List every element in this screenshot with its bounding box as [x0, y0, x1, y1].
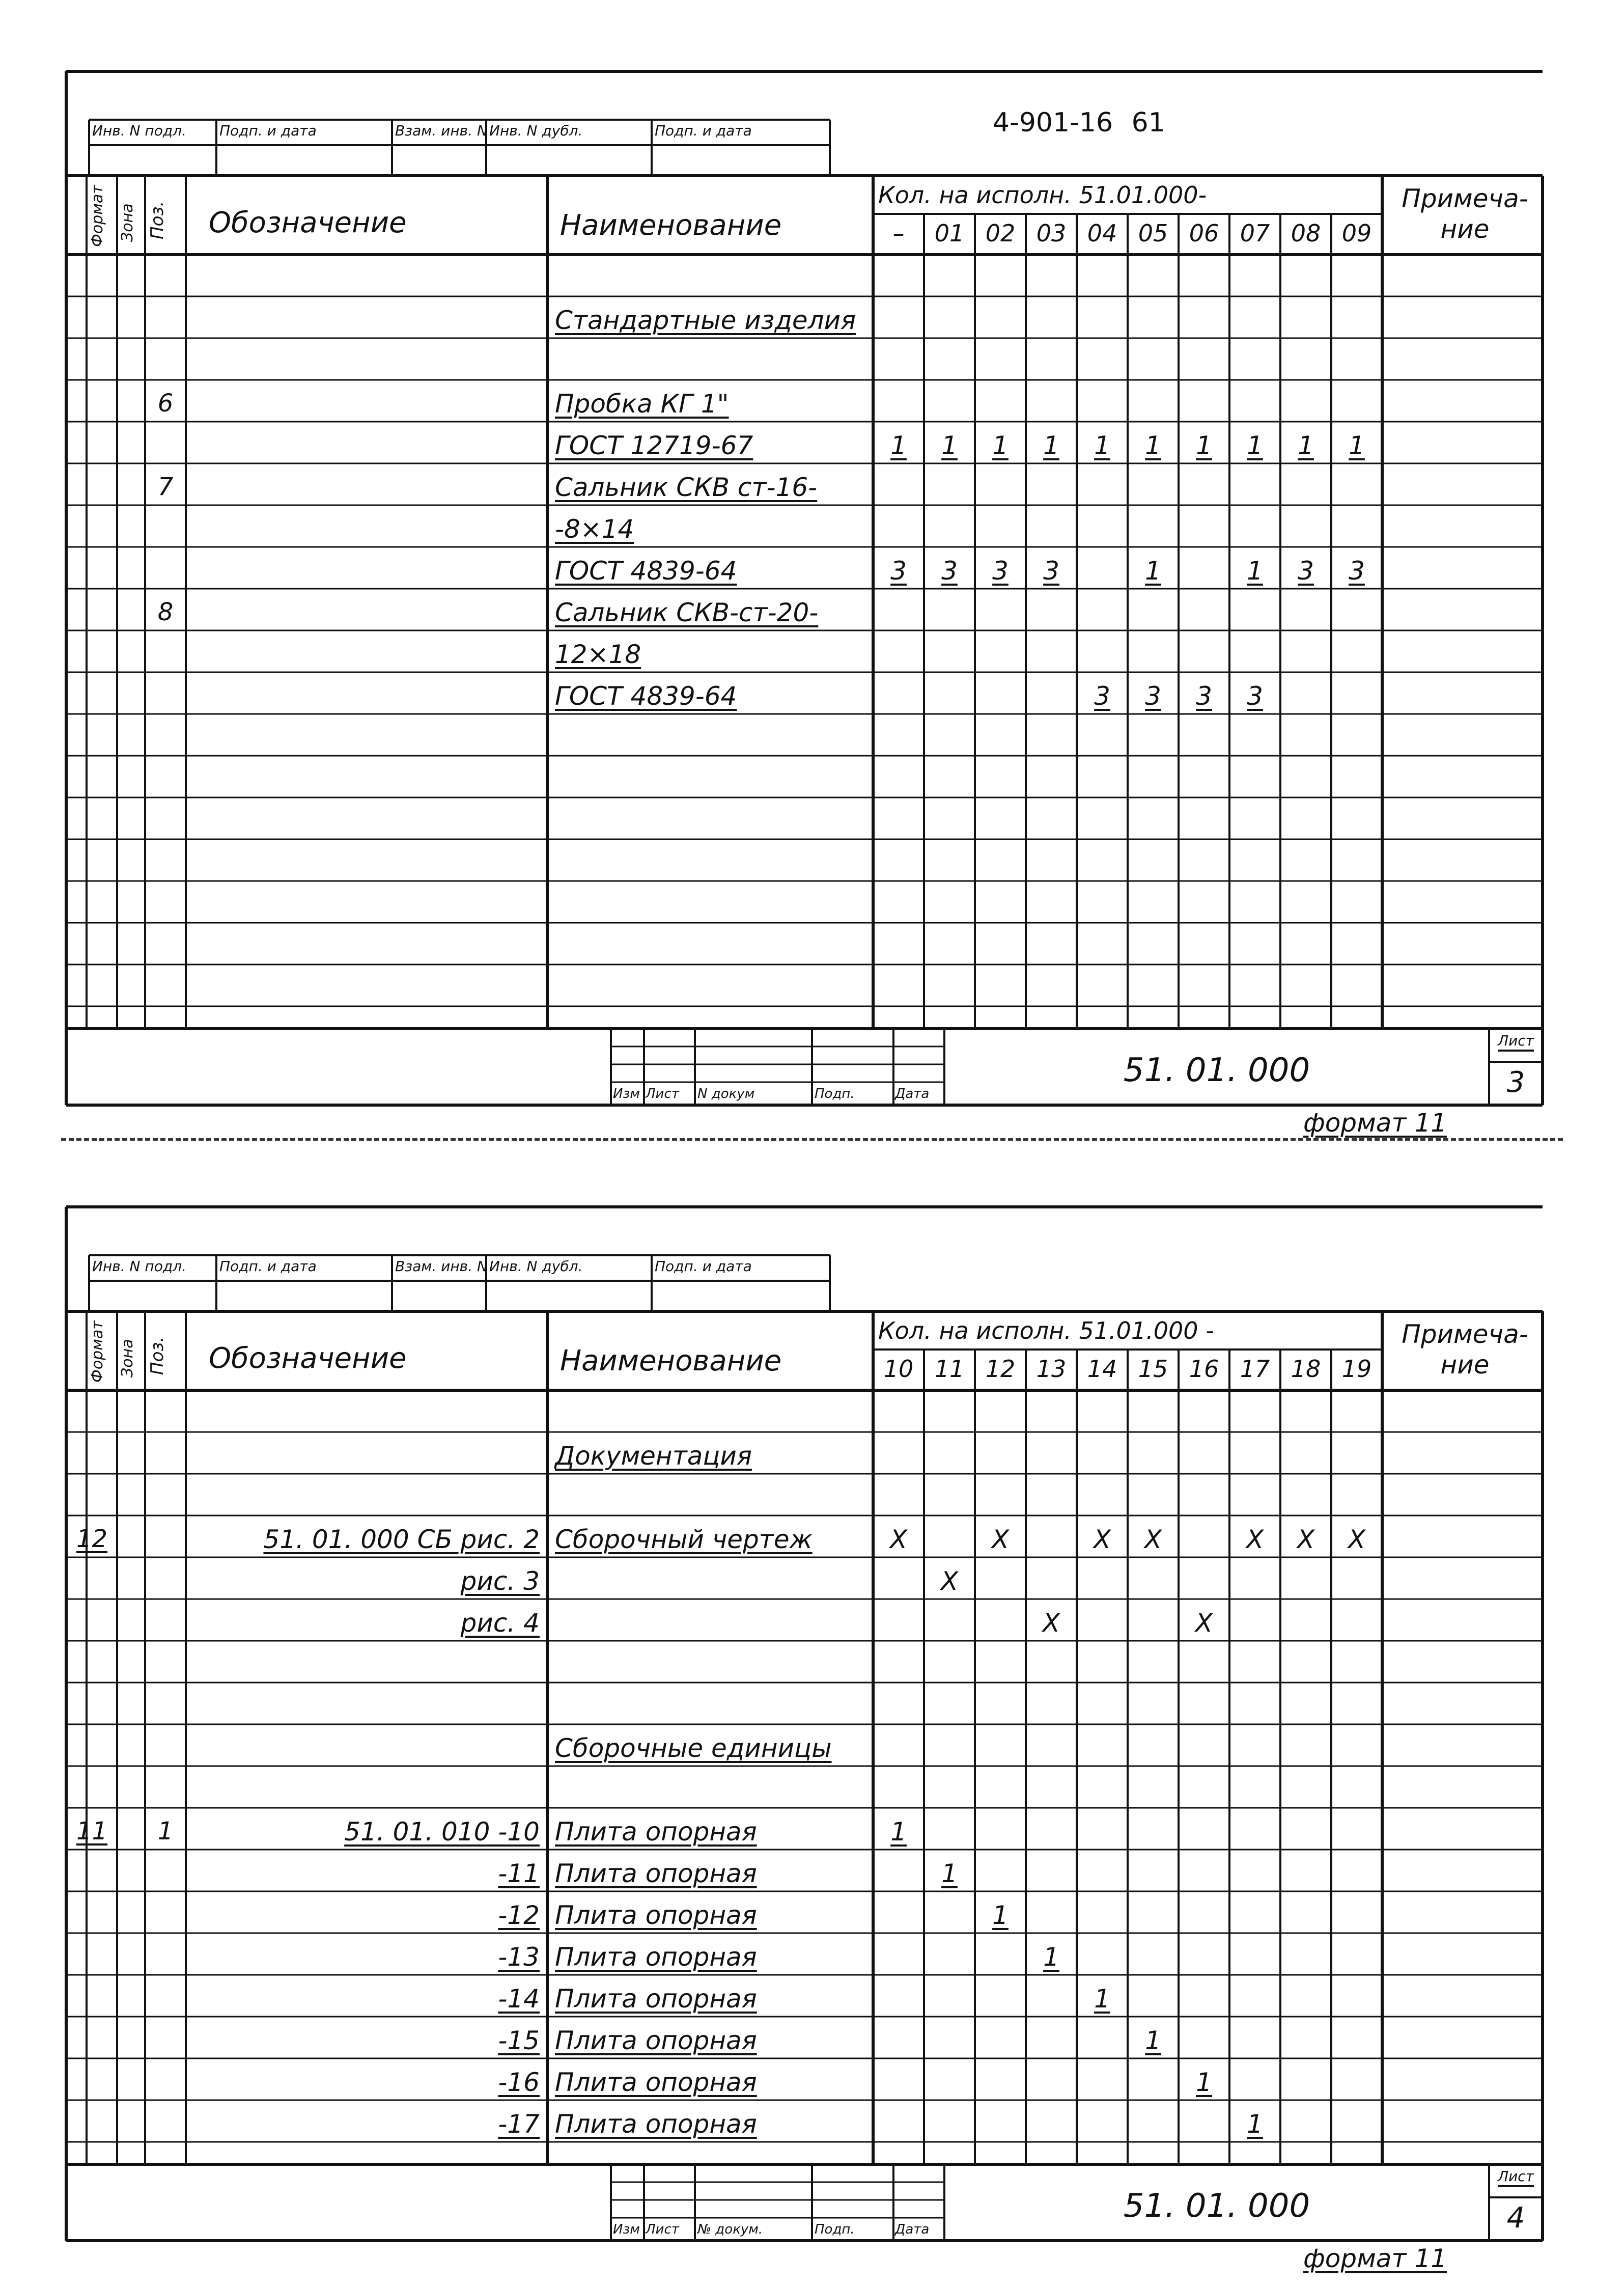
row-quantity: X	[889, 1525, 908, 1554]
row-name: Сальник СКВ-ст-20-	[555, 598, 819, 627]
header-zone: Зона	[119, 203, 136, 242]
header-name: Наименование	[560, 1344, 782, 1378]
row-quantity: 1	[992, 431, 1009, 460]
row-name: -8×14	[555, 514, 634, 544]
title-designation: 51. 01. 000	[1123, 2187, 1310, 2225]
row-quantity: 1	[1145, 431, 1161, 460]
row-quantity: 1	[1247, 556, 1263, 586]
stamp-header-cell: Подп. и дата	[655, 122, 752, 139]
stamp-header-cell: Подп. и дата	[655, 1258, 752, 1275]
row-quantity: 1	[941, 431, 958, 460]
row-position: 1	[157, 1817, 174, 1846]
row-quantity: 1	[992, 1901, 1009, 1930]
row-quantity: 3	[992, 556, 1009, 586]
title-list: Лист	[646, 2222, 679, 2237]
row-quantity: 1	[1145, 2026, 1161, 2055]
title-izm: Изм	[613, 2222, 640, 2237]
header-note: ние	[1440, 214, 1490, 244]
row-designation: -16	[498, 2068, 540, 2097]
header-format: Формат	[89, 1320, 106, 1383]
row-quantity: 3	[1094, 681, 1110, 711]
row-quantity: X	[991, 1525, 1010, 1554]
title-doc-no: № докум.	[697, 2222, 763, 2237]
row-quantity: 1	[941, 1859, 958, 1888]
header-quantity: Кол. на исполн. 51.01.000-	[878, 181, 1207, 209]
row-quantity: 1	[1094, 1984, 1110, 2014]
row-quantity: 3	[1196, 681, 1212, 711]
row-quantity: 1	[890, 1817, 907, 1847]
header-variant-col: 02	[985, 219, 1016, 247]
title-list: Лист	[646, 1086, 679, 1101]
row-quantity: 3	[1145, 681, 1161, 711]
header-format: Формат	[89, 185, 106, 247]
specification-sheet-4	[0, 1136, 1624, 2276]
format-label: формат 11	[1303, 1108, 1447, 1138]
sheet-number: 3	[1506, 1066, 1525, 1099]
row-quantity: 1	[1247, 2109, 1263, 2139]
sheet-number: 4	[1506, 2201, 1525, 2235]
title-date: Дата	[895, 2222, 930, 2237]
row-quantity: 1	[890, 431, 907, 460]
header-name: Наименование	[560, 209, 782, 242]
header-variant-col: 14	[1087, 1355, 1117, 1383]
row-quantity: 1	[1298, 431, 1314, 460]
row-quantity: 3	[1247, 681, 1263, 711]
header-variant-col: –	[892, 219, 905, 247]
header-variant-col: 17	[1240, 1355, 1270, 1383]
header-variant-col: 18	[1291, 1355, 1321, 1383]
row-name: ГОСТ 4839-64	[555, 681, 737, 711]
header-variant-col: 13	[1036, 1355, 1067, 1383]
stamp-header-cell: Инв. N дубл.	[489, 1258, 583, 1275]
header-pos: Поз.	[147, 201, 167, 239]
row-quantity: X	[1144, 1525, 1162, 1554]
stamp-header-cell: Взам. инв. N	[395, 1258, 488, 1275]
row-position: 7	[157, 473, 174, 501]
row-name: ГОСТ 4839-64	[555, 556, 737, 586]
header-note: ние	[1440, 1350, 1490, 1380]
row-quantity: X	[1195, 1608, 1213, 1638]
row-quantity: 3	[1298, 556, 1314, 586]
row-name: Сальник СКВ ст-16-	[555, 473, 818, 502]
header-variant-col: 19	[1341, 1355, 1372, 1383]
header-variant-col: 01	[934, 219, 965, 247]
title-sign: Подп.	[815, 1086, 855, 1101]
header-variant-col: 03	[1036, 219, 1067, 247]
section-heading: Документация	[555, 1441, 752, 1471]
title-izm: Изм	[613, 1086, 640, 1101]
stamp-header-cell: Инв. N дубл.	[489, 122, 583, 139]
header-designation: Обозначение	[209, 206, 407, 239]
row-name: Плита опорная	[555, 1901, 757, 1930]
stamp-header-cell: Взам. инв. N	[395, 122, 488, 139]
row-name: ГОСТ 12719-67	[555, 431, 753, 460]
row-quantity: 1	[1349, 431, 1365, 460]
row-designation: -14	[498, 1984, 540, 2014]
stamp-header-cell: Подп. и дата	[219, 1258, 317, 1275]
header-variant-col: 11	[934, 1355, 965, 1383]
title-date: Дата	[895, 1086, 930, 1101]
row-quantity: 1	[1043, 431, 1059, 460]
row-quantity: 1	[1094, 431, 1110, 460]
header-variant-col: 10	[883, 1355, 914, 1383]
title-designation: 51. 01. 000	[1123, 1052, 1310, 1089]
row-position: 8	[157, 598, 174, 626]
row-name: Плита опорная	[555, 2109, 757, 2139]
header-quantity: Кол. на исполн. 51.01.000 -	[878, 1317, 1214, 1344]
title-sheet-label: Лист	[1498, 2168, 1534, 2185]
row-quantity: 3	[1349, 556, 1365, 586]
stamp-header-cell: Инв. N подл.	[92, 122, 186, 139]
section-heading: Сборочные единицы	[555, 1733, 832, 1763]
document-code-suffix: 61	[1131, 107, 1165, 138]
row-format: 12	[76, 1525, 108, 1553]
row-designation: -12	[498, 1901, 540, 1930]
header-pos: Поз.	[147, 1336, 167, 1375]
row-quantity: X	[1042, 1608, 1060, 1638]
title-sign: Подп.	[815, 2222, 855, 2237]
header-variant-col: 16	[1189, 1355, 1219, 1383]
header-variant-col: 09	[1341, 219, 1372, 247]
row-quantity: X	[940, 1566, 959, 1596]
section-heading: Стандартные изделия	[555, 306, 856, 335]
row-name: Сборочный чертеж	[555, 1525, 813, 1554]
row-name: Плита опорная	[555, 2026, 757, 2055]
row-designation: рис. 3	[460, 1566, 540, 1596]
row-quantity: X	[1246, 1525, 1264, 1554]
sheet-grid	[0, 1136, 1624, 2276]
row-name: Плита опорная	[555, 1859, 757, 1888]
row-quantity: 3	[941, 556, 958, 586]
row-name: 12×18	[555, 640, 641, 669]
header-variant-col: 04	[1087, 219, 1117, 247]
header-variant-col: 08	[1291, 219, 1321, 247]
specification-sheet-3	[0, 0, 1624, 1141]
row-name: Плита опорная	[555, 2068, 757, 2097]
header-designation: Обозначение	[209, 1342, 407, 1375]
row-quantity: 1	[1196, 431, 1212, 460]
stamp-header-cell: Инв. N подл.	[92, 1258, 186, 1275]
row-quantity: 1	[1145, 556, 1161, 586]
row-format: 11	[76, 1817, 108, 1846]
header-variant-col: 12	[985, 1355, 1016, 1383]
row-quantity: 3	[890, 556, 907, 586]
row-designation: 51. 01. 010 -10	[344, 1817, 540, 1847]
header-note: Примеча-	[1402, 1319, 1528, 1349]
row-quantity: X	[1297, 1525, 1315, 1554]
stamp-header-cell: Подп. и дата	[219, 122, 317, 139]
row-quantity: 1	[1196, 2068, 1212, 2097]
row-designation: -15	[498, 2026, 540, 2055]
row-designation: 51. 01. 000 СБ рис. 2	[263, 1525, 540, 1554]
header-variant-col: 07	[1240, 219, 1270, 247]
row-quantity: 1	[1043, 1942, 1059, 1972]
row-quantity: 1	[1247, 431, 1263, 460]
row-designation: -11	[498, 1859, 540, 1888]
row-quantity: 3	[1043, 556, 1059, 586]
row-name: Плита опорная	[555, 1942, 757, 1972]
row-designation: -13	[498, 1942, 540, 1972]
row-quantity: X	[1093, 1525, 1111, 1554]
header-zone: Зона	[119, 1339, 136, 1378]
row-name: Плита опорная	[555, 1817, 757, 1847]
title-sheet-label: Лист	[1498, 1032, 1534, 1049]
header-note: Примеча-	[1402, 184, 1528, 213]
format-label: формат 11	[1303, 2244, 1447, 2273]
row-position: 6	[157, 389, 174, 418]
row-designation: -17	[498, 2109, 540, 2139]
row-name: Плита опорная	[555, 1984, 757, 2014]
header-variant-col: 15	[1138, 1355, 1168, 1383]
header-variant-col: 06	[1189, 219, 1219, 247]
document-code-value: 4-901-16	[993, 107, 1113, 138]
row-designation: рис. 4	[460, 1608, 540, 1638]
row-name: Пробка КГ 1"	[555, 389, 729, 419]
header-variant-col: 05	[1138, 219, 1168, 247]
row-quantity: X	[1348, 1525, 1366, 1554]
title-doc-no: N докум	[697, 1086, 755, 1101]
